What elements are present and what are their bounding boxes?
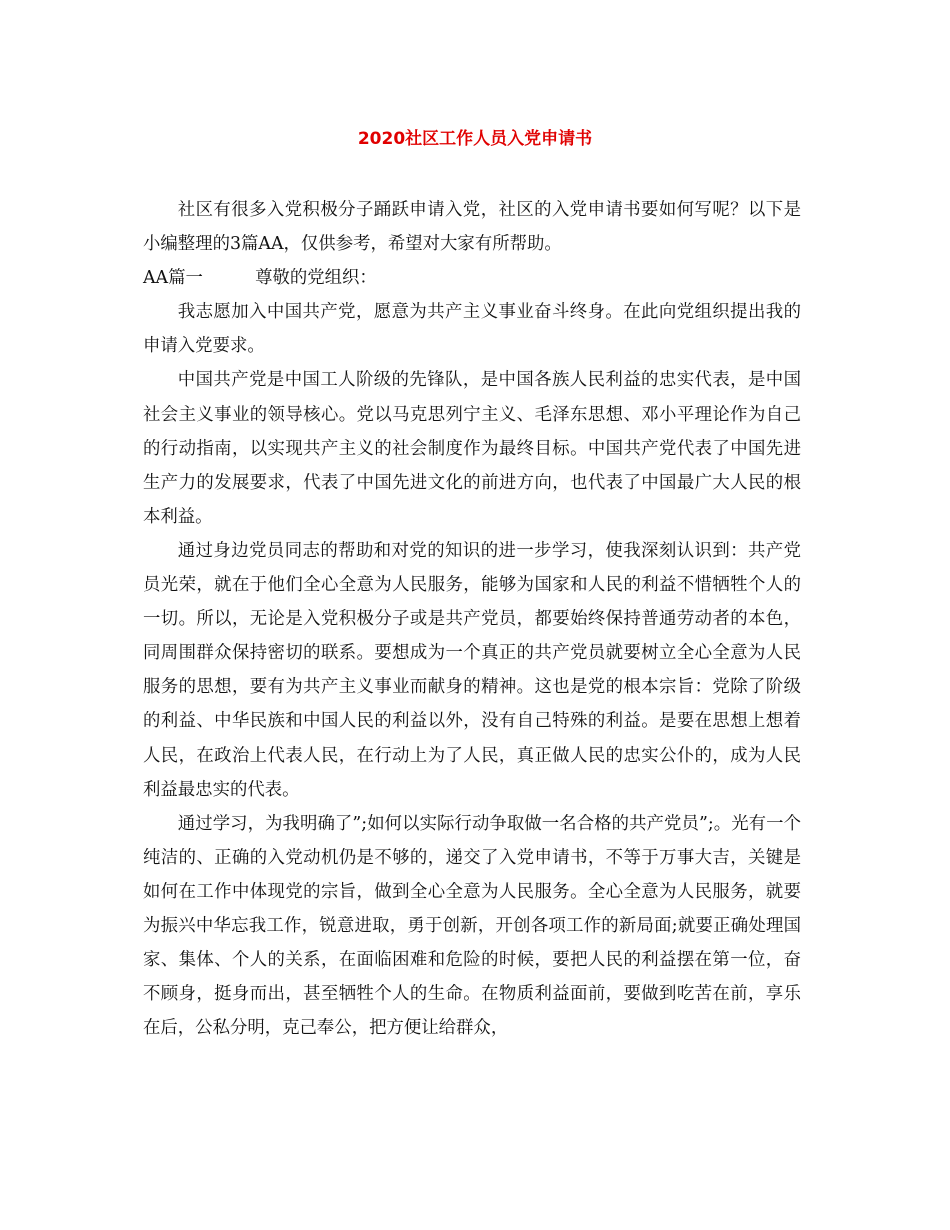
body-paragraph: 通过学习，为我明确了”;如何以实际行动争取做一名合格的共产党员”;。光有一个纯洁的、正确的入党动机仍是不够的，递交了入党申请书，不等于万事大吉，关键是如何在工作中体现党的宗旨，做到全心全意为人民服务。全心全意为人民服务，就要为振兴中华忘我工作，锐意进取，勇于创新，开创各项工作的新局面;就要正确处理国家、集体、个人的关系，在面临困难和危险的时候，要把人民的利益摆在第一位，奋不顾身，挺身而出，甚至牺牲个人的生命。在物质利益面前，要做到吃苦在前，享乐在后，公私分明，克己奉公，把方便让给群众，	[143, 813, 801, 1039]
body-paragraph: 我志愿加入中国共产党，愿意为共产主义事业奋斗终身。在此向党组织提出我的申请入党要求。	[143, 302, 801, 357]
document-body	[143, 193, 801, 1045]
body-paragraph: 通过身边党员同志的帮助和对党的知识的进一步学习，使我深刻认识到：共产党员光荣，就在于他们全心全意为人民服务，能够为国家和人民的利益不惜牺牲个人的一切。所以，无论是入党积极分子或是共产党员，都要始终保持普通劳动者的本色，同周围群众保持密切的联系。要想成为一个真正的共产党员就要树立全心全意为人民服务的思想，要有为共产主义事业而献身的精神。这也是党的根本宗旨：党除了阶级的利益、中华民族和中国人民的利益以外，没有自己特殊的利益。是要在思想上想着人民，在政治上代表人民，在行动上为了人民，真正做人民的忠实公仆的，成为人民利益最忠实的代表。	[143, 540, 801, 800]
intro-paragraph: 社区有很多入党积极分子踊跃申请入党，社区的入党申请书要如何写呢？以下是小编整理的3篇AA，仅供参考，希望对大家有所帮助。	[143, 200, 801, 255]
body-paragraph: 中国共产党是中国工人阶级的先锋队，是中国各族人民利益的忠实代表，是中国社会主义事业的领导核心。党以马克思列宁主义、毛泽东思想、邓小平理论作为自己的行动指南，以实现共产主义的社会制度作为最终目标。中国共产党代表了中国先进生产力的发展要求，代表了中国先进文化的前进方向，也代表了中国最广大人民的根本利益。	[143, 370, 801, 527]
section-heading: AA篇一 尊敬的党组织：	[143, 268, 377, 289]
document-title: 2020社区工作人员入党申请书	[357, 129, 593, 149]
